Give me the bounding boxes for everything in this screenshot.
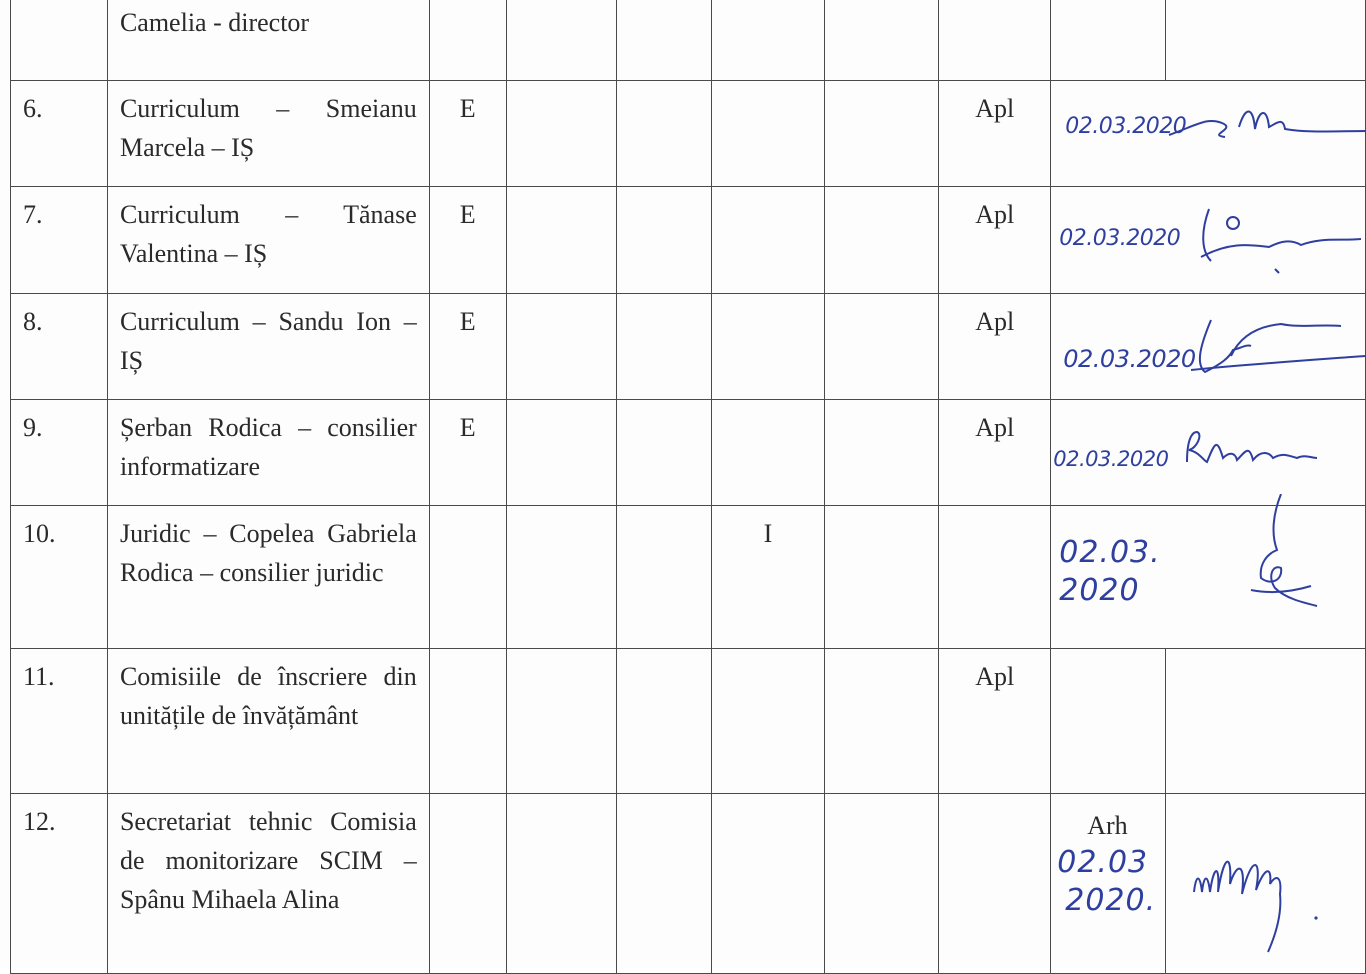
row-number: 12.: [11, 794, 108, 974]
recipient-name: Camelia - director: [107, 0, 429, 81]
apl-cell: Apl: [939, 81, 1051, 187]
row-number: 6.: [11, 81, 108, 187]
signature-copelea-icon: [1211, 494, 1331, 624]
row-number: [11, 0, 108, 81]
handwritten-date: 02.03. 2020: [1059, 535, 1161, 608]
table-row: [11, 794, 1366, 974]
row-number: 9.: [11, 400, 108, 506]
handwritten-date: 02.03.2020: [1059, 226, 1181, 251]
table-row: [11, 81, 1366, 187]
row-number: 8.: [11, 294, 108, 400]
row-number: 7.: [11, 187, 108, 294]
signature-tanase-icon: [1171, 201, 1366, 281]
table-row: [11, 0, 1366, 81]
date-signature-cell: [1051, 294, 1366, 400]
apl-cell: Apl: [939, 649, 1051, 794]
signature-spanu-icon: [1186, 834, 1356, 954]
recipient-name: Curriculum – Sandu Ion – IȘ: [107, 294, 429, 400]
handwritten-date: 02.03.2020: [1063, 345, 1196, 373]
recipient-name: Șerban Rodica – consilier informatizare: [107, 400, 429, 506]
mark-e: E: [429, 400, 506, 506]
table-row: [11, 506, 1366, 649]
recipient-name: Juridic – Copelea Gabriela Rodica – consilier juridic: [107, 506, 429, 649]
row-number: 10.: [11, 506, 108, 649]
recipient-name: Comisiile de înscriere din unitățile de învățământ: [107, 649, 429, 794]
date-signature-cell: [1051, 400, 1366, 506]
recipient-name: Secretariat tehnic Comisia de monitorizare SCIM – Spânu Mihaela Alina: [107, 794, 429, 974]
mark-i: I: [711, 506, 825, 649]
date-signature-cell: [1051, 81, 1366, 187]
handwritten-date: 02.03.2020: [1053, 447, 1169, 471]
archive-label: Arh: [1087, 811, 1128, 840]
apl-cell: [939, 506, 1051, 649]
handwritten-date: 02.03.2020: [1065, 114, 1187, 139]
table-row: [11, 649, 1366, 794]
signature-serban-icon: [1179, 422, 1319, 472]
table-row: [11, 187, 1366, 294]
apl-cell: Apl: [939, 187, 1051, 294]
apl-cell: Apl: [939, 294, 1051, 400]
table-row: [11, 400, 1366, 506]
date-signature-cell: [1051, 187, 1366, 294]
handwritten-date: 02.03 2020.: [1057, 845, 1157, 918]
archive-date-cell: [1051, 794, 1166, 974]
date-signature-cell: [1051, 506, 1366, 649]
mark-e: E: [429, 81, 506, 187]
signature-smeianu-icon: [1167, 87, 1366, 157]
signature-sandu-icon: [1171, 304, 1366, 384]
mark-e: E: [429, 294, 506, 400]
mark-e: E: [429, 187, 506, 294]
row-number: 11.: [11, 649, 108, 794]
table-row: [11, 294, 1366, 400]
signature-cell: [1166, 794, 1366, 974]
apl-cell: Apl: [939, 400, 1051, 506]
recipient-name: Curriculum – Smeianu Marcela – IȘ: [107, 81, 429, 187]
recipient-name: Curriculum – Tănase Valentina – IȘ: [107, 187, 429, 294]
distribution-table: [10, 0, 1366, 974]
